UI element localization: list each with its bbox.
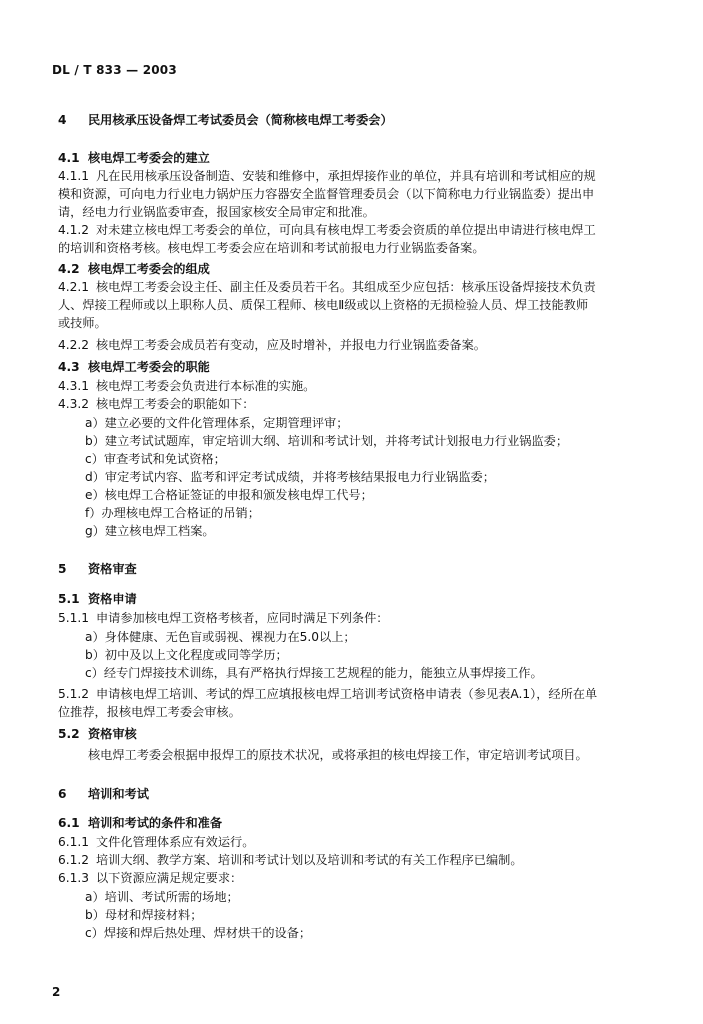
clause-text: 核电焊工考委会的职能 — [88, 360, 210, 374]
paragraph-line — [58, 609, 668, 627]
paragraph-line — [58, 703, 668, 721]
list-item — [85, 888, 695, 906]
list-item — [85, 628, 695, 646]
clause-number: 6.1.3 — [58, 871, 90, 885]
clause-number: 4.2.1 — [58, 280, 90, 294]
clause-text: 资格审查 — [88, 562, 137, 576]
clause-number: 4.1.2 — [58, 223, 90, 237]
paragraph-line — [58, 314, 668, 332]
clause-number: 5.1 — [58, 592, 80, 606]
list-item — [85, 522, 695, 540]
clause-text: 培训大纲、教学方案、培训和考试计划以及培训和考试的有关工作程序已编制。 — [96, 853, 523, 867]
clause-text: 请，经电力行业锅监委审查，报国家核安全局审定和批准。 — [58, 205, 375, 219]
paragraph-line — [58, 221, 668, 239]
clause-text: 凡在民用核承压设备制造、安装和维修中，承担焊接作业的单位，并具有培训和考试相应的规 — [96, 169, 596, 183]
clause-text: 文件化管理体系应有效运行。 — [96, 835, 255, 849]
section-heading — [58, 260, 668, 278]
list-item — [85, 924, 695, 942]
clause-text: 核电焊工考委会设主任、副主任及委员若干名。其组成至少应包括：核承压设备焊接技术负责 — [96, 280, 596, 294]
clause-text: 申请参加核电焊工资格考核者，应同时满足下列条件： — [96, 611, 389, 625]
section-heading — [58, 149, 668, 167]
clause-text: 资格申请 — [88, 592, 137, 606]
page-number: 2 — [52, 985, 61, 999]
paragraph-line — [58, 395, 668, 413]
clause-text: 资格审核 — [88, 727, 137, 741]
clause-text: 人、焊接工程师或以上职称人员、质保工程师、核电Ⅱ级或以上资格的无损检验人员、焊工技能教师 — [58, 298, 589, 312]
clause-text: d）审定考试内容、监考和评定考试成绩，并将考核结果报电力行业锅监委； — [85, 470, 495, 484]
clause-text: 核电焊工考委会的职能如下： — [96, 397, 255, 411]
list-item — [85, 504, 695, 522]
section-heading — [58, 111, 668, 129]
paragraph-line — [58, 203, 668, 221]
clause-number: 4.1 — [58, 151, 80, 165]
clause-text: 申请核电焊工培训、考试的焊工应填报核电焊工培训考试资格申请表（参见表A.1），经所在单 — [96, 687, 598, 701]
list-item — [85, 646, 695, 664]
clause-number: 4.2.2 — [58, 338, 90, 352]
clause-number: 4.3.1 — [58, 379, 90, 393]
clause-text: c）审查考试和免试资格； — [85, 452, 226, 466]
section-heading — [58, 725, 668, 743]
list-item — [85, 432, 695, 450]
section-heading — [58, 560, 668, 578]
clause-text: 核电焊工考委会的建立 — [88, 151, 210, 165]
clause-text: 培训和考试 — [88, 787, 149, 801]
clause-text: e）核电焊工合格证签证的申报和颁发核电焊工代号； — [85, 488, 373, 502]
section-heading — [58, 814, 668, 832]
clause-number: 6.1.1 — [58, 835, 90, 849]
clause-number: 4.3.2 — [58, 397, 90, 411]
paragraph-line — [58, 377, 668, 395]
paragraph-line — [88, 746, 698, 764]
section-heading — [58, 785, 668, 803]
clause-number: 4.3 — [58, 360, 80, 374]
clause-text: 的培训和资格考核。核电焊工考委会应在培训和考试前报电力行业锅监委备案。 — [58, 241, 485, 255]
standard-header: DL / T 833 — 2003 — [52, 63, 177, 77]
clause-text: 培训和考试的条件和准备 — [88, 816, 223, 830]
paragraph-line — [58, 167, 668, 185]
clause-number: 5.1.1 — [58, 611, 90, 625]
clause-text: f）办理核电焊工合格证的吊销； — [85, 506, 260, 520]
clause-text: 核电焊工考委会的组成 — [88, 262, 210, 276]
clause-text: 核电焊工考委会根据申报焊工的原技术状况，或将承担的核电焊接工作，审定培训考试项目。 — [88, 748, 588, 762]
clause-number: 6.1.2 — [58, 853, 90, 867]
clause-text: 核电焊工考委会负责进行本标准的实施。 — [96, 379, 316, 393]
clause-text: c）焊接和焊后热处理、焊材烘干的设备； — [85, 926, 312, 940]
clause-text: 以下资源应满足规定要求： — [96, 871, 243, 885]
clause-number: 4.2 — [58, 262, 80, 276]
list-item — [85, 450, 695, 468]
paragraph-line — [58, 336, 668, 354]
clause-text: 位推荐，报核电焊工考委会审核。 — [58, 705, 241, 719]
clause-text: g）建立核电焊工档案。 — [85, 524, 215, 538]
list-item — [85, 468, 695, 486]
section-heading — [58, 590, 668, 608]
list-item — [85, 486, 695, 504]
paragraph-line — [58, 851, 668, 869]
clause-text: 模和资源，可向电力行业电力锅炉压力容器安全监督管理委员会（以下简称电力行业锅监委）提出申 — [58, 187, 595, 201]
clause-text: 对未建立核电焊工考委会的单位，可向具有核电焊工考委会资质的单位提出申请进行核电焊工 — [96, 223, 596, 237]
clause-number: 4.1.1 — [58, 169, 90, 183]
paragraph-line — [58, 869, 668, 887]
list-item — [85, 414, 695, 432]
list-item — [85, 906, 695, 924]
clause-number: 5.1.2 — [58, 687, 90, 701]
paragraph-line — [58, 185, 668, 203]
clause-number: 5 — [58, 562, 67, 576]
clause-number: 5.2 — [58, 727, 80, 741]
clause-text: 民用核承压设备焊工考试委员会（简称核电焊工考委会） — [88, 113, 393, 127]
paragraph-line — [58, 278, 668, 296]
clause-number: 6 — [58, 787, 67, 801]
clause-number: 6.1 — [58, 816, 80, 830]
paragraph-line — [58, 239, 668, 257]
clause-number: 4 — [58, 113, 67, 127]
clause-text: 或技师。 — [58, 316, 107, 330]
clause-text: a）建立必要的文件化管理体系，定期管理评审； — [85, 416, 349, 430]
paragraph-line — [58, 685, 668, 703]
section-heading — [58, 358, 668, 376]
paragraph-line — [58, 833, 668, 851]
paragraph-line — [58, 296, 668, 314]
clause-text: c）经专门焊接技术训练，具有严格执行焊接工艺规程的能力，能独立从事焊接工作。 — [85, 666, 543, 680]
clause-text: b）建立考试试题库，审定培训大纲、培训和考试计划，并将考试计划报电力行业锅监委； — [85, 434, 569, 448]
clause-text: b）母材和焊接材料； — [85, 908, 203, 922]
clause-text: a）身体健康、无色盲或弱视、裸视力在5.0以上； — [85, 630, 356, 644]
clause-text: 核电焊工考委会成员若有变动，应及时增补，并报电力行业锅监委备案。 — [96, 338, 486, 352]
clause-text: b）初中及以上文化程度或同等学历； — [85, 648, 288, 662]
list-item — [85, 664, 695, 682]
clause-text: a）培训、考试所需的场地； — [85, 890, 239, 904]
